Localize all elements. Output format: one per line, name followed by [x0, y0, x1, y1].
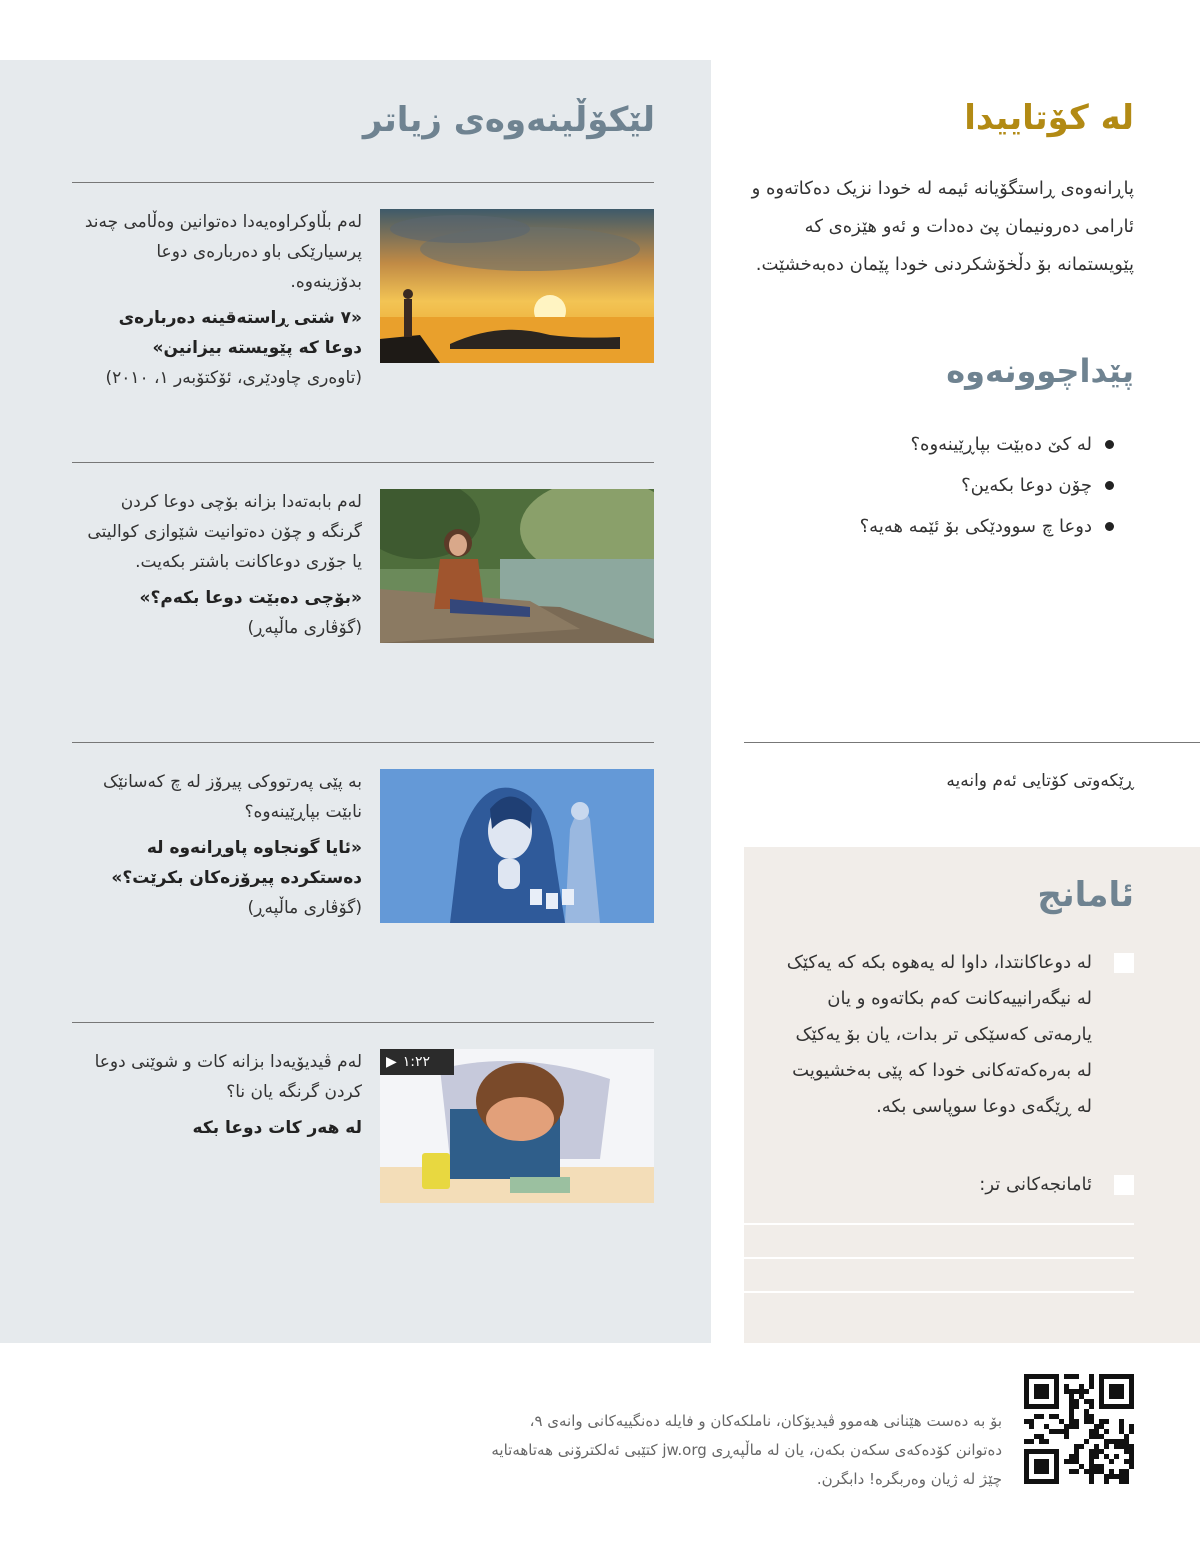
entry-source: (تاوەری چاودێری، ئۆکتۆبەر ١، ٢٠١٠): [105, 368, 362, 388]
checkbox[interactable]: [1114, 1175, 1134, 1195]
review-item: دوعا چ سوودێکی بۆ ئێمە هەیە؟: [744, 506, 1114, 547]
sunset-woman-image[interactable]: [380, 209, 654, 363]
goal-box: [744, 847, 1200, 1343]
entry-description: لەم بابەتەدا بزانە بۆچی دوعا کردن گرنگە و چۆن دەتوانیت شێوازی کوالیتی یا جۆری دوعاکانت باشتر بکەیت.: [87, 492, 362, 572]
entry-description: بە پێی پەرتووکی پیرۆز لە چ کەسانێک نابێت بپاڕێینەوە؟: [103, 772, 362, 822]
review-list: [744, 424, 1114, 547]
child-praying-video[interactable]: [380, 1049, 654, 1203]
goal-write-line[interactable]: [744, 1257, 1134, 1259]
lesson-end-date-label[interactable]: ڕێکەوتی کۆتایی ئەم وانەیە: [946, 771, 1134, 791]
entry-source: (گۆڤاری ماڵپەڕ): [247, 618, 362, 638]
goal-item-text: لە دوعاکانتدا، داوا لە یەهوە بکە کە یەکێک لە نیگەرانییەکانت کەم بکاتەوە و یان یارمەتی کەسێکی تر بدات، یان بۆ یەکێک لە بەرەکەتەکانی خودا کە پێی بەخشیویت لە ڕێگەی دوعا سوپاسی بکە.: [786, 952, 1092, 1117]
goal-item: [784, 1167, 1134, 1203]
research-entry[interactable]: [72, 182, 654, 463]
conclusion-paragraph: پاڕانەوەی ڕاستگۆیانە ئیمە لە خودا نزیک دەکاتەوە و ئارامی دەرونیمان پێ دەدات و ئەو هێزەی کە پێویستمانە بۆ دڵخۆشکردنی خودا پێمان دەبەخشێت.: [751, 178, 1134, 275]
play-icon: ▶: [386, 1054, 397, 1070]
research-entry-text: [82, 487, 362, 643]
research-entry-text: [82, 1047, 362, 1143]
goal-item: [784, 945, 1134, 1125]
conclusion-title: لە کۆتاییدا: [964, 98, 1134, 138]
entry-description: لەم ڤیدیۆیەدا بزانە کات و شوێنی دوعا کردن گرنگە یان نا؟: [94, 1052, 362, 1102]
goal-write-line[interactable]: [744, 1223, 1134, 1225]
research-entry-text: [82, 767, 362, 923]
entry-link-title[interactable]: «ئایا گونجاوە پاوڕانەوە لە دەستکردە پیرۆزەکان بکرێت؟»: [111, 838, 362, 888]
research-title: لێکۆڵینەوەی زیاتر: [362, 100, 655, 140]
woman-by-lake-image[interactable]: [380, 489, 654, 643]
woman-praying-statue-image[interactable]: [380, 769, 654, 923]
goal-write-line[interactable]: [744, 1291, 1134, 1293]
checkbox[interactable]: [1114, 953, 1134, 973]
entry-source: (گۆڤاری ماڵپەڕ): [247, 898, 362, 918]
research-panel: [0, 60, 711, 1343]
entry-link-title[interactable]: لە هەر کات دوعا بکە: [192, 1118, 362, 1138]
footer-text: بۆ بە دەست هێنانی هەموو ڤیدیۆکان، ناملکەکان و فایلە دەنگییەکانی وانەی ٩، دەتوانن کۆدەکەی سکەن بکەن، یان لە ماڵپەڕی jw.org کتێبی ئەلکترۆنی هەتاهەتایە چێژ لە ژیان وەربگرە! دابگرن.: [491, 1412, 1002, 1488]
qr-code-icon[interactable]: [1024, 1374, 1134, 1484]
divider: [744, 742, 1200, 743]
video-play-badge[interactable]: [380, 1049, 454, 1075]
entry-link-title[interactable]: «٧ شتی ڕاستەقینە دەربارەی دوعا کە پێویستە بیزانین»: [118, 308, 362, 358]
entry-link-title[interactable]: «بۆچی دەبێت دوعا بکەم؟»: [139, 588, 362, 608]
review-item: لە کێ دەبێت بپاڕێینەوە؟: [744, 424, 1114, 465]
goal-title: ئامانج: [1037, 875, 1134, 915]
research-entry[interactable]: [72, 462, 654, 743]
research-entry[interactable]: [72, 742, 654, 1023]
research-entry[interactable]: [72, 1022, 654, 1263]
review-item: چۆن دوعا بکەین؟: [744, 465, 1114, 506]
research-entry-text: [82, 207, 362, 393]
review-title: پێداچوونەوە: [946, 352, 1134, 390]
goal-item-text: ئامانجەکانی تر:: [979, 1174, 1092, 1195]
entry-description: لەم بڵاوکراوەیەدا دەتوانین وەڵامی چەند پرسیارێکی باو دەربارەی دوعا بدۆزینەوە.: [84, 212, 362, 292]
video-duration: ١:٢٢: [402, 1054, 431, 1070]
